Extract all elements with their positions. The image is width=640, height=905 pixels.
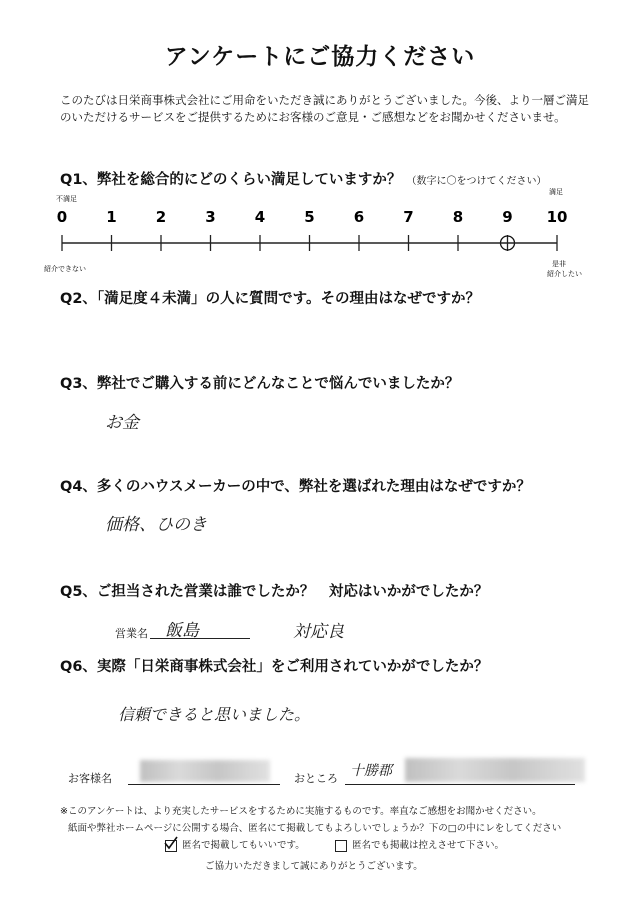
address-label: おところ	[294, 772, 338, 785]
sales-name-value: 飯島	[165, 621, 199, 641]
customer-name-underline	[128, 784, 280, 785]
address-visible: 十勝郡	[350, 763, 392, 779]
thank-you-text: ご協力いただきまして誠にありがとうございます。	[205, 861, 423, 872]
anonymous-no-option[interactable]	[335, 837, 504, 852]
customer-name-label: お客様名	[68, 772, 112, 785]
footer-note-1: ※このアンケートは、より充実したサービスをするために実施するものです。率直なご感想をお聞かせください。	[60, 806, 542, 817]
scale-number-6[interactable]: 6	[353, 208, 365, 226]
scale-bottom-right-label-1: 是非	[552, 260, 566, 268]
question-5: Q5、ご担当された営業は誰でしたか？ 対応はいかがでしたか？	[60, 584, 489, 600]
scale-number-10[interactable]: 10	[546, 208, 568, 226]
scale-bottom-right-label-2: 紹介したい	[547, 270, 582, 278]
scale-number-2[interactable]: 2	[155, 208, 167, 226]
scale-top-left-label: 不満足	[56, 195, 77, 203]
answer-4: 価格、ひのき	[105, 515, 207, 535]
question-4: Q4、多くのハウスメーカーの中で、弊社を選ばれた理由はなぜですか？	[60, 479, 531, 495]
scale-number-9[interactable]: 9	[502, 208, 513, 226]
question-6: Q6、実際「日栄商事株式会社」をご利用されていかがでしたか？	[60, 659, 489, 675]
satisfaction-scale	[0, 0, 640, 290]
page-title: アンケートにご協力ください	[164, 44, 476, 70]
question-1-note: （数字に〇をつけてください）	[406, 176, 547, 187]
sales-response: 対応良	[293, 622, 344, 642]
scale-number-7[interactable]: 7	[403, 208, 414, 226]
scale-number-8[interactable]: 8	[452, 208, 464, 226]
scale-number-1[interactable]: 1	[106, 208, 117, 226]
scale-number-3[interactable]: 3	[205, 208, 216, 226]
anonymous-ok-option[interactable]	[165, 837, 305, 852]
answer-6: 信頼できると思いました。	[118, 705, 311, 724]
customer-name-redacted	[140, 760, 270, 782]
question-2: Q2、「満足度４未満」の人に質問です。その理由はなぜですか？	[60, 291, 481, 307]
address-redacted	[405, 758, 585, 782]
sales-name-label: 営業名	[115, 627, 148, 640]
scale-number-0[interactable]: 0	[56, 208, 68, 226]
question-3: Q3、弊社でご購入する前にどんなことで悩んでいましたか？	[60, 376, 460, 392]
footer-note-2: 紙面や弊社ホームページに公開する場合、匿名にて掲載してもよろしいでしょうか？下の□の中にレをしてください	[68, 823, 562, 834]
answer-3: お金	[105, 413, 139, 433]
scale-top-right-label: 満足	[549, 188, 563, 196]
scale-bottom-left-label: 紹介できない	[44, 265, 86, 273]
sales-name-underline	[150, 638, 250, 639]
anonymous-no-checkbox[interactable]	[335, 840, 347, 852]
anonymous-ok-checkbox[interactable]	[165, 840, 177, 852]
scale-number-4[interactable]: 4	[254, 208, 266, 226]
scale-number-5[interactable]: 5	[304, 208, 315, 226]
address-underline	[345, 784, 575, 785]
question-1-text: Q1、弊社を総合的にどのくらい満足していますか？	[60, 172, 402, 188]
anonymous-ok-label: 匿名で掲載してもいいです。	[182, 840, 305, 851]
check-mark-icon	[164, 836, 178, 850]
intro-text: このたびは日栄商事株式会社にご用命をいただき誠にありがとうございました。今後、より一層ご満足のいただけるサービスをご提供するためにお客様のご意見・ご感想などをお聞かせくださいませ。	[60, 93, 589, 124]
anonymous-no-label: 匿名でも掲載は控えさせて下さい。	[352, 840, 505, 851]
